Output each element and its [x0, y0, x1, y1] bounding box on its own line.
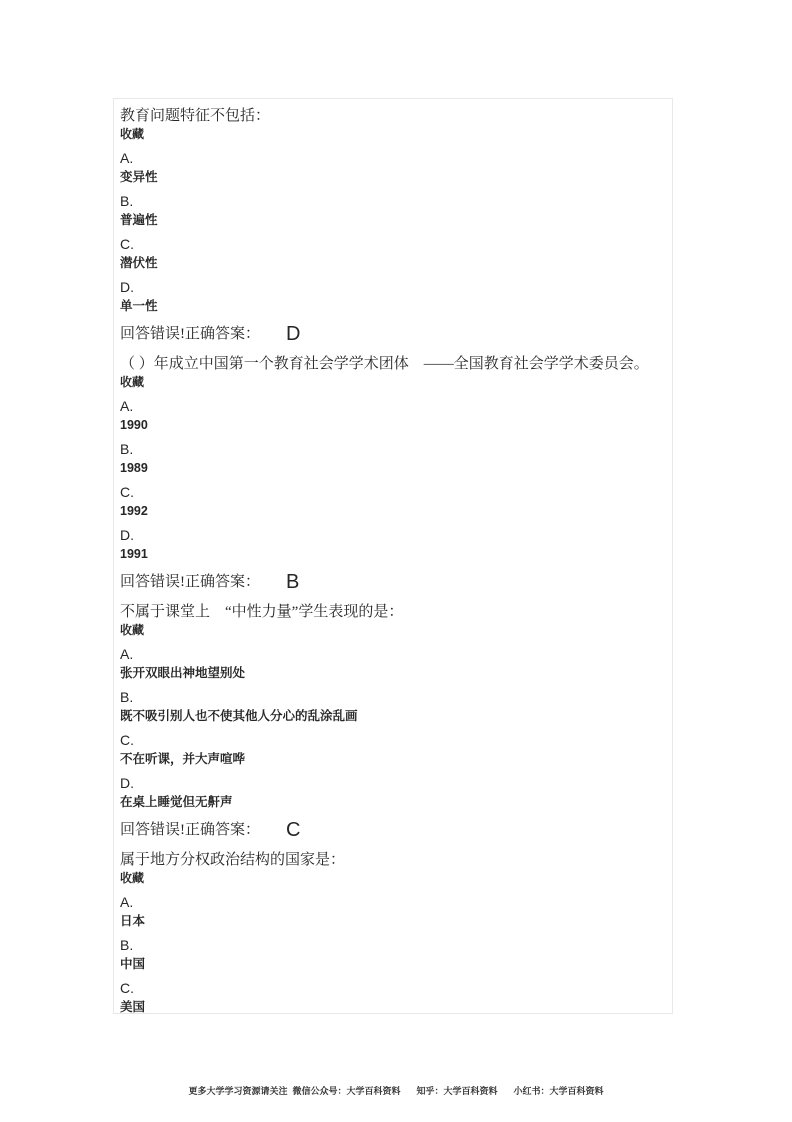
correct-answer-letter: D — [286, 323, 301, 345]
question-block — [120, 602, 660, 842]
favorite-link: 收藏 — [120, 871, 145, 885]
question-title: （ ）年成立中国第一个教育社会学学术团体 ——全国教育社会学学术委员会。 — [120, 356, 649, 372]
option-text: 1991 — [120, 547, 148, 561]
option-item — [120, 732, 660, 767]
option-letter: A. — [120, 150, 134, 166]
question-block — [120, 106, 660, 346]
feedback-text: 回答错误!正确答案： — [120, 822, 260, 838]
option-text: 张开双眼出神地望别处 — [120, 666, 246, 680]
footer-zhihu-account: 知乎：大学百科资料 — [416, 1086, 498, 1096]
option-item — [120, 150, 660, 185]
option-text: 1989 — [120, 461, 148, 475]
option-text: 潜伏性 — [120, 256, 158, 270]
favorite-link: 收藏 — [120, 375, 145, 389]
favorite-link: 收藏 — [120, 127, 145, 141]
option-text: 普遍性 — [120, 213, 158, 227]
favorite-link: 收藏 — [120, 623, 145, 637]
footer-note: 更多大学学习资源请关注 — [188, 1086, 288, 1096]
question-title: 不属于课堂上 “中性力量”学生表现的是： — [120, 604, 404, 620]
footer-xiaohongshu-account: 小红书：大学百科资料 — [513, 1086, 604, 1096]
option-item — [120, 689, 660, 724]
answer-feedback — [120, 818, 660, 842]
option-item — [120, 279, 660, 314]
answer-feedback — [120, 570, 660, 594]
option-letter: C. — [120, 980, 134, 996]
option-letter: B. — [120, 441, 134, 457]
question-block — [120, 850, 660, 1014]
option-text: 既不吸引别人也不使其他人分心的乱涂乱画 — [120, 709, 358, 723]
option-item — [120, 441, 660, 476]
option-letter: B. — [120, 689, 134, 705]
option-letter: A. — [120, 646, 134, 662]
option-item — [120, 236, 660, 271]
option-item — [120, 193, 660, 228]
option-letter: B. — [120, 937, 134, 953]
options-list — [120, 894, 660, 1014]
feedback-text: 回答错误!正确答案： — [120, 326, 260, 342]
option-text: 不在听课，并大声喧哗 — [120, 752, 246, 766]
question-title: 教育问题特征不包括： — [120, 108, 271, 124]
option-letter: D. — [120, 527, 134, 543]
options-list — [120, 150, 660, 314]
correct-answer-letter: C — [286, 819, 301, 841]
footer-wechat-account: 微信公众号：大学百科资料 — [292, 1086, 401, 1096]
option-item — [120, 980, 660, 1014]
options-list — [120, 398, 660, 562]
option-letter: C. — [120, 484, 134, 500]
option-letter: B. — [120, 193, 134, 209]
option-text: 1990 — [120, 418, 148, 432]
questions-panel — [113, 98, 673, 1014]
question-title: 属于地方分权政治结构的国家是： — [120, 852, 346, 868]
option-letter: D. — [120, 775, 134, 791]
page-footer — [0, 1084, 792, 1098]
option-item — [120, 775, 660, 810]
question-block — [120, 354, 660, 594]
option-item — [120, 937, 660, 972]
option-text: 中国 — [120, 957, 146, 971]
option-item — [120, 894, 660, 929]
option-item — [120, 484, 660, 519]
option-text: 1992 — [120, 504, 148, 518]
option-letter: A. — [120, 398, 134, 414]
option-item — [120, 527, 660, 562]
option-item — [120, 646, 660, 681]
option-letter: C. — [120, 732, 134, 748]
option-text: 日本 — [120, 914, 146, 928]
option-text: 变异性 — [120, 170, 158, 184]
feedback-text: 回答错误!正确答案： — [120, 574, 260, 590]
option-letter: C. — [120, 236, 134, 252]
option-text: 美国 — [120, 1000, 146, 1014]
option-item — [120, 398, 660, 433]
correct-answer-letter: B — [286, 571, 300, 593]
option-text: 在桌上睡觉但无鼾声 — [120, 795, 233, 809]
options-list — [120, 646, 660, 810]
option-letter: D. — [120, 279, 134, 295]
option-text: 单一性 — [120, 299, 158, 313]
answer-feedback — [120, 322, 660, 346]
option-letter: A. — [120, 894, 134, 910]
